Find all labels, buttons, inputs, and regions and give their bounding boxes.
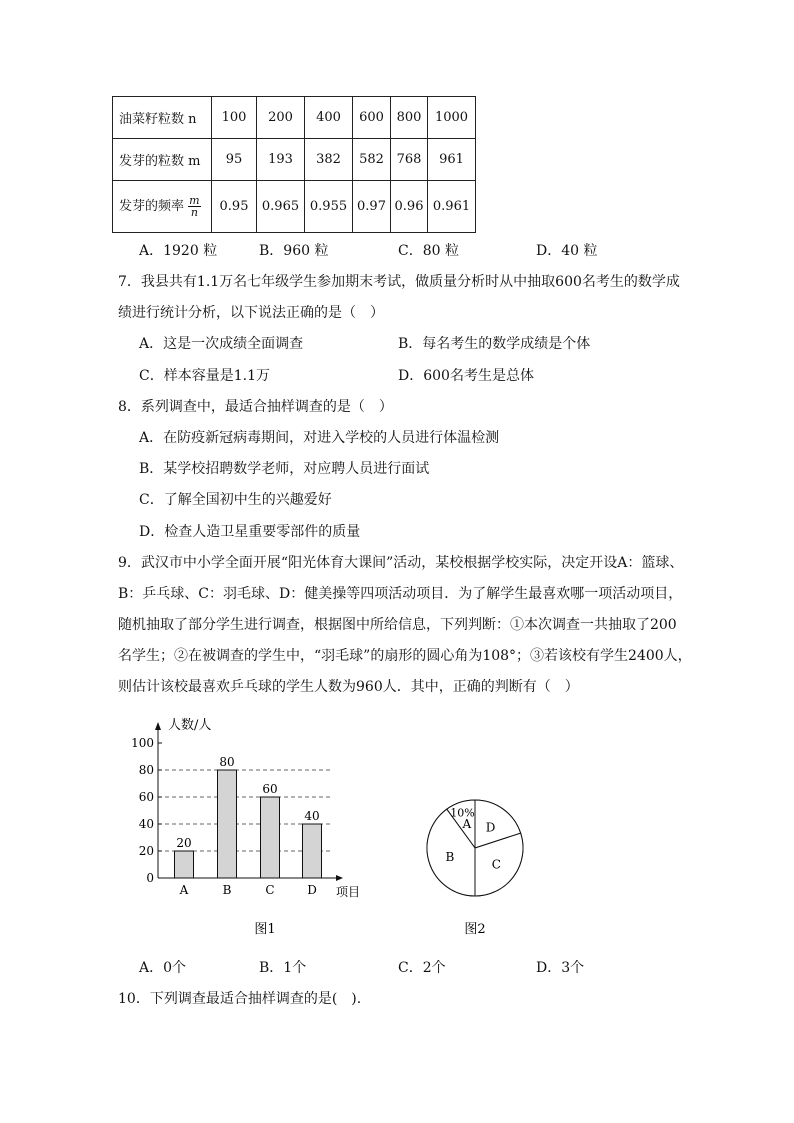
- bar-chart: [120, 712, 380, 942]
- x-axis-arrow: [336, 875, 343, 881]
- q7-option-b: B．每名考生的数学成绩是个体: [398, 336, 591, 352]
- q9-option-c: C．2个: [398, 960, 446, 976]
- pie-slice-label: B: [445, 850, 455, 865]
- pie-slice-label: D: [485, 820, 496, 835]
- q9-stem-line5: 则估计该校最喜欢乒乓球的学生人数为960人．其中，正确的判断有（ ）: [118, 679, 579, 695]
- q9-stem-line3: 随机抽取了部分学生进行调查，根据图中所给信息，下列判断：①本次调查一共抽取了200: [118, 617, 677, 633]
- frequency-label: 发芽的频率: [119, 199, 185, 214]
- bar-value-label: 80: [219, 755, 235, 769]
- q6-option-d: D．40 粒: [536, 243, 598, 259]
- q8-option-b: B．某学校招聘数学老师，对应聘人员进行面试: [139, 461, 430, 477]
- bar: [218, 770, 237, 878]
- pie-chart: [400, 770, 560, 942]
- y-axis-title: 人数/人: [168, 718, 212, 733]
- x-tick-label: C: [265, 883, 275, 897]
- bar-value-label: 40: [304, 809, 320, 823]
- y-tick-label: 0: [146, 871, 154, 885]
- table-cell: 0.955: [305, 181, 353, 233]
- pie-slice-label: A: [462, 816, 472, 831]
- x-tick-label: D: [307, 883, 317, 897]
- x-axis-title: 项目: [336, 885, 361, 899]
- bar-value-label: 60: [262, 782, 278, 796]
- table-row: [113, 139, 476, 181]
- table-cell: 200: [257, 97, 305, 139]
- bar-value-label: 20: [176, 836, 192, 850]
- table-row: [113, 97, 476, 139]
- y-tick-label: 80: [138, 763, 154, 777]
- table-cell: 768: [391, 139, 428, 181]
- table-cell: 0.95: [212, 181, 257, 233]
- bar: [175, 851, 194, 878]
- q8-option-c: C．了解全国初中生的兴趣爱好: [139, 492, 332, 508]
- fraction-numerator: m: [189, 194, 200, 207]
- q9-option-d: D．3个: [536, 960, 585, 976]
- table-cell: 0.965: [257, 181, 305, 233]
- table-header-cell: 发芽的粒数 m: [113, 139, 212, 181]
- x-tick-label: B: [222, 883, 232, 897]
- q7-option-a: A．这是一次成绩全面调查: [139, 336, 304, 352]
- table-cell: 0.97: [353, 181, 391, 233]
- q8-option-a: A．在防疫新冠病毒期间，对进入学校的人员进行体温检测: [139, 430, 500, 446]
- q7-stem-line2: 绩进行统计分析，以下说法正确的是（ ）: [118, 305, 384, 321]
- figure-caption: 图2: [464, 922, 486, 937]
- table-cell: 600: [353, 97, 391, 139]
- table-cell: 382: [305, 139, 353, 181]
- q8-stem: 8．系列调查中，最适合抽样调查的是（ ）: [118, 399, 393, 415]
- table-cell: 400: [305, 97, 353, 139]
- q6-option-a: A．1920 粒: [139, 243, 218, 259]
- table-cell: 95: [212, 139, 257, 181]
- q10-stem: 10．下列调查最适合抽样调查的是( ).: [118, 991, 362, 1007]
- pie-slice-label: C: [491, 857, 501, 872]
- q8-option-d: D．检查人造卫星重要零部件的质量: [139, 524, 361, 540]
- q6-option-b: B．960 粒: [259, 243, 329, 259]
- pie-annotation: 10%: [450, 806, 475, 820]
- y-tick-label: 40: [138, 817, 154, 831]
- q9-option-a: A．0个: [139, 960, 187, 976]
- y-axis-arrow: [155, 722, 161, 730]
- y-tick-label: 100: [131, 736, 154, 750]
- q6-option-c: C．80 粒: [398, 243, 459, 259]
- q9-stem-line1: 9．武汉市中小学全面开展“阳光体育大课间”活动，某校根据学校实际，决定开设A：篮球、: [118, 555, 684, 571]
- table-row: [113, 181, 476, 233]
- bar: [261, 797, 280, 878]
- y-tick-label: 60: [138, 790, 154, 804]
- q7-option-d: D．600名考生是总体: [398, 368, 534, 384]
- fraction-denominator: n: [190, 206, 198, 219]
- table-cell: 800: [391, 97, 428, 139]
- q7-option-c: C．样本容量是1.1万: [139, 368, 270, 384]
- table-cell: 0.96: [391, 181, 428, 233]
- q9-stem-line4: 名学生；②在被调查的学生中，“羽毛球”的扇形的圆心角为108°；③若该校有学生2400人，: [118, 648, 692, 664]
- fraction: [188, 195, 200, 218]
- table-header-cell: [113, 181, 212, 233]
- table-header-cell: 油菜籽粒数 n: [113, 97, 212, 139]
- q9-stem-line2: B：乒乓球、C：羽毛球、D：健美操等四项活动项目．为了解学生最喜欢哪一项活动项目，: [118, 586, 683, 602]
- table-cell: 582: [353, 139, 391, 181]
- table-cell: 100: [212, 97, 257, 139]
- q7-stem-line1: 7．我县共有1.1万名七年级学生参加期末考试，做质量分析时从中抽取600名考生的数学成: [118, 274, 680, 290]
- table-cell: 1000: [428, 97, 476, 139]
- table-cell: 193: [257, 139, 305, 181]
- figure-caption: 图1: [254, 922, 276, 937]
- q9-option-b: B．1个: [259, 960, 307, 976]
- x-tick-label: A: [179, 883, 189, 897]
- bar: [303, 824, 322, 878]
- y-tick-label: 20: [138, 844, 154, 858]
- table-cell: 961: [428, 139, 476, 181]
- seed-table: [112, 96, 476, 233]
- table-cell: 0.961: [428, 181, 476, 233]
